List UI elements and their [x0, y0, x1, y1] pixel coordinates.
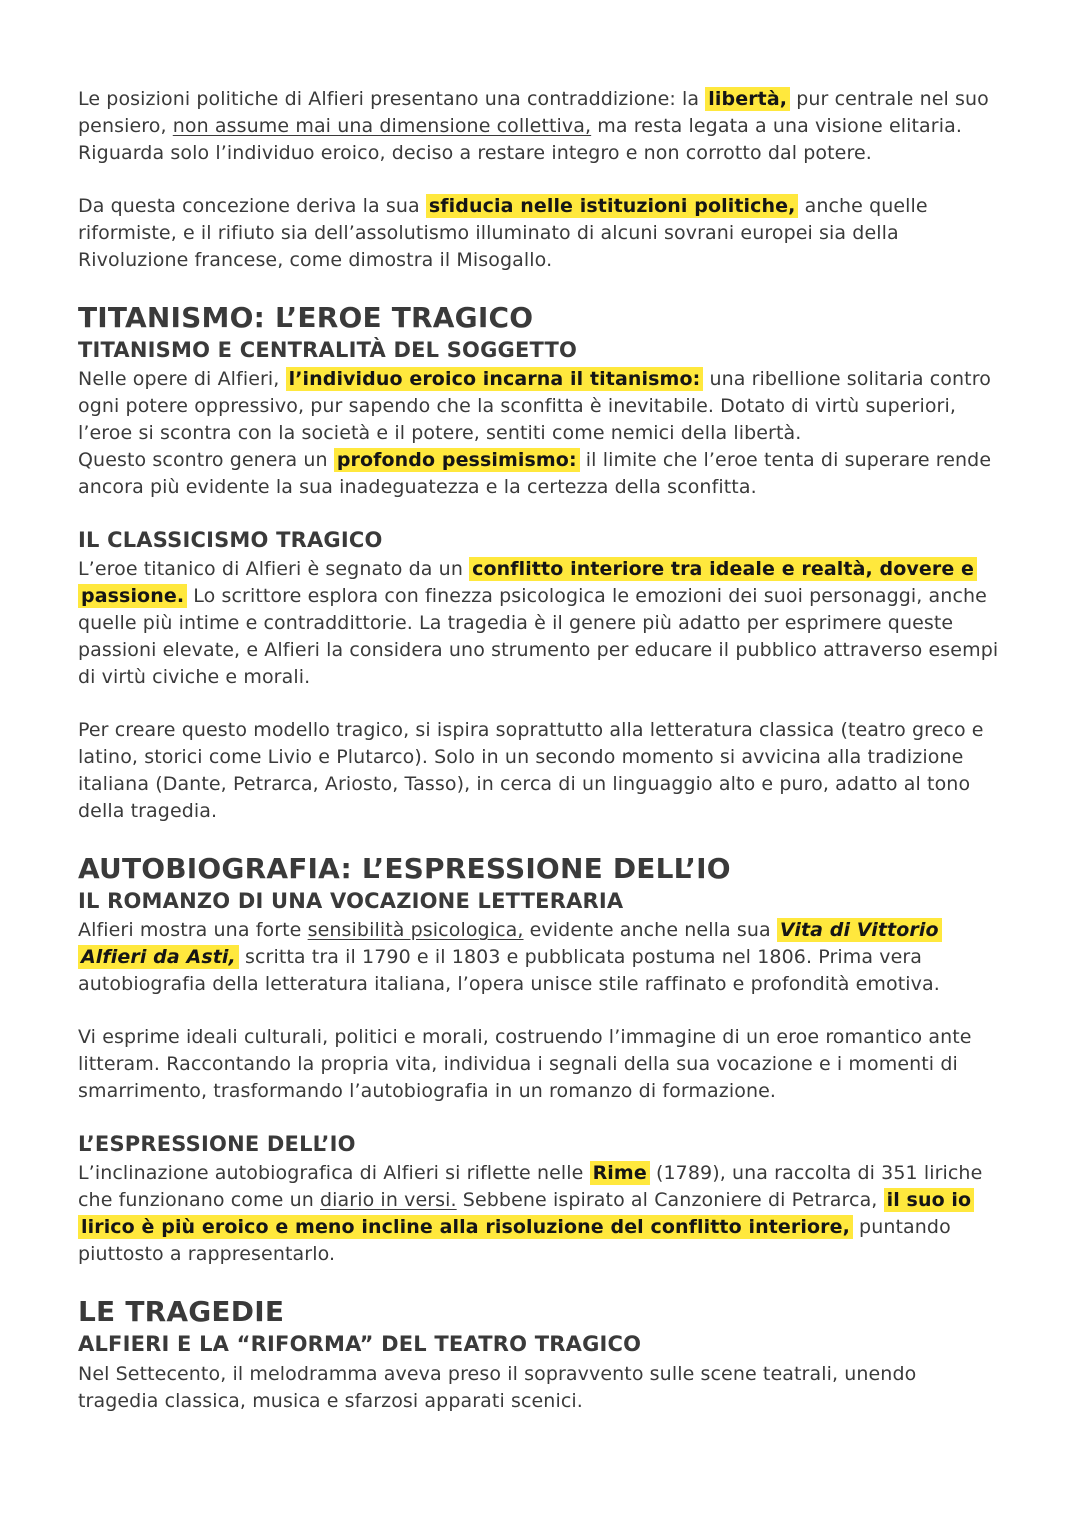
paragraph — [78, 1361, 1002, 1415]
paragraph — [78, 1024, 1002, 1105]
highlighted-text: sfiducia nelle istituzioni politiche, — [426, 194, 799, 218]
body-text: Sebbene ispirato al Canzoniere di Petrarca, — [456, 1189, 884, 1212]
body-text: ma resta legata a una visione elitaria. Riguarda solo l’individuo eroico, deciso a restare integro e non corrotto dal potere. — [78, 114, 962, 164]
body-text: Nelle opere di Alfieri, — [78, 368, 286, 391]
underlined-text: sensibilità psicologica, — [307, 919, 524, 942]
underlined-text: diario in versi. — [320, 1189, 457, 1212]
body-text: anche quelle riformiste, e il rifiuto sia dell’assolutismo illuminato di alcuni sovrani europei sia della Rivoluzione francese, come dimostra il Misogallo. — [78, 194, 928, 271]
body-text: AUTOBIOGRAFIA: L’ESPRESSIONE DELL’IO — [78, 851, 731, 885]
highlighted-text: l’individuo eroico incarna il titanismo: — [286, 367, 704, 391]
highlighted-text: conflitto interiore tra ideale e realtà, dovere e passione. — [78, 557, 977, 608]
sub-heading — [78, 1331, 1002, 1358]
body-text: L’eroe titanico di Alfieri è segnato da un — [78, 558, 470, 581]
body-text: Questo scontro genera un — [78, 449, 334, 472]
body-text: Nel Settecento, il melodramma aveva preso il sopravvento sulle scene teatrali, unendo tragedia classica, musica e sfarzosi apparati scenici. — [78, 1362, 917, 1412]
body-text: pur centrale nel suo pensiero, — [78, 88, 989, 137]
document-content — [78, 86, 1002, 1414]
sub-heading — [78, 337, 1002, 364]
highlighted-text: Rime — [590, 1161, 650, 1185]
body-text: ALFIERI E LA “RIFORMA” DEL TEATRO TRAGICO — [78, 1332, 642, 1357]
section-heading — [78, 1294, 1002, 1329]
body-text: (1789), una raccolta di 351 liriche che funzionano come un — [78, 1162, 983, 1212]
body-text: scritta tra il 1790 e il 1803 e pubblicata postuma nel 1806. Prima vera autobiografia della letteratura italiana, l’opera unisce stile raffinato e profondità emotiva. — [78, 946, 940, 996]
body-text: Vi esprime ideali culturali, politici e morali, costruendo l’immagine di un eroe romantico ante litteram. Raccontando la propria vita, individua i segnali della sua vocazione e i momenti di smarrimento, trasformando l’autobiografia in un romanzo di formazione. — [78, 1026, 972, 1103]
paragraph — [78, 717, 1002, 825]
body-text: Alfieri mostra una forte — [78, 919, 308, 942]
paragraph — [78, 86, 1002, 167]
highlighted-text: il suo io lirico è più eroico e meno incline alla risoluzione del conflitto interiore, — [78, 1188, 974, 1239]
paragraph — [78, 1160, 1002, 1268]
sub-heading — [78, 888, 1002, 915]
body-text: puntando piuttosto a rappresentarlo. — [78, 1216, 951, 1266]
sub-heading — [78, 527, 1002, 554]
body-text: LE TRAGEDIE — [78, 1295, 285, 1329]
body-text: L’inclinazione autobiografica di Alfieri si riflette nelle — [78, 1162, 590, 1185]
underlined-text: non assume mai una dimensione collettiva, — [172, 114, 592, 137]
body-text: una ribellione solitaria contro ogni potere oppressivo, pur sapendo che la sconfitta è inevitabile. Dotato di virtù superiori, l’eroe si scontra con la società e il potere, sentiti come nemici della libertà. — [78, 368, 991, 445]
paragraph — [78, 556, 1002, 691]
body-text: Lo scrittore esplora con finezza psicologica le emozioni dei suoi personaggi, anche quelle più intime e contraddittorie. La tragedia è il genere più adatto per esprimere queste passioni elevate, e Alfieri la considera uno strumento per educare il pubblico attraverso esempi di virtù civiche e morali. — [78, 585, 999, 689]
body-text: Da questa concezione deriva la sua — [78, 194, 426, 217]
body-text: evidente anche nella sua — [523, 919, 777, 942]
body-text: Le posizioni politiche di Alfieri presentano una contraddizione: la — [78, 88, 706, 110]
paragraph — [78, 193, 1002, 274]
paragraph — [78, 366, 1002, 501]
sub-heading — [78, 1131, 1002, 1158]
body-text: IL ROMANZO DI UNA VOCAZIONE LETTERARIA — [78, 888, 624, 913]
body-text: TITANISMO: L’EROE TRAGICO — [78, 300, 534, 334]
highlighted-italic-text: Vita di Vittorio Alfieri da Asti, — [78, 918, 942, 969]
highlighted-text: libertà, — [705, 87, 790, 111]
section-heading — [78, 851, 1002, 886]
body-text: IL CLASSICISMO TRAGICO — [78, 527, 383, 552]
paragraph — [78, 917, 1002, 998]
body-text: TITANISMO E CENTRALITÀ DEL SOGGETTO — [78, 337, 578, 362]
highlighted-text: profondo pessimismo: — [334, 448, 580, 472]
section-heading — [78, 300, 1002, 335]
body-text: il limite che l’eroe tenta di superare rende ancora più evidente la sua inadeguatezza e la certezza della sconfitta. — [78, 449, 992, 498]
body-text: Per creare questo modello tragico, si ispira soprattutto alla letteratura classica (teatro greco e latino, storici come Livio e Plutarco). Solo in un secondo momento si avvicina alla tradizione italiana (Dante, Petrarca, Ariosto, Tasso), in cerca di un linguaggio alto e puro, adatto al tono della tragedia. — [78, 719, 984, 822]
body-text: L’ESPRESSIONE DELL’IO — [78, 1132, 356, 1157]
